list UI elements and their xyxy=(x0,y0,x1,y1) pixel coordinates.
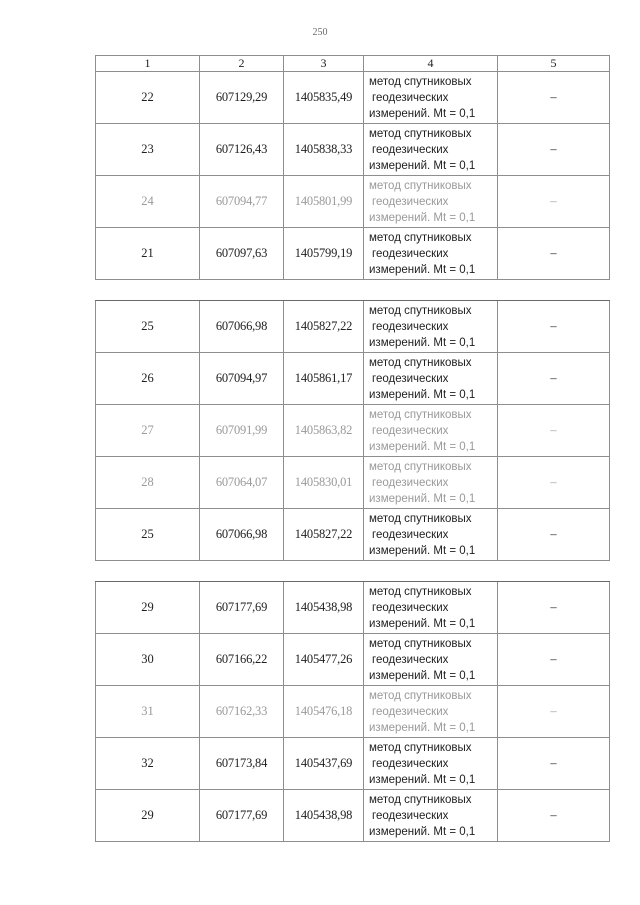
coordinate-x: 607097,63 xyxy=(200,228,284,280)
table-row xyxy=(96,457,610,509)
table-row xyxy=(96,353,610,405)
table-row xyxy=(96,405,610,457)
column-header-2: 2 xyxy=(200,56,284,72)
point-number: 31 xyxy=(96,686,200,738)
coordinate-y: 1405830,01 xyxy=(284,457,364,509)
method-line: метод спутниковых xyxy=(369,460,472,473)
method-line: геодезических xyxy=(372,476,449,489)
method-cell xyxy=(364,353,498,405)
method-line: метод спутниковых xyxy=(369,304,472,317)
coordinate-x: 607177,69 xyxy=(200,582,284,634)
section-separator xyxy=(96,561,610,582)
point-number: 30 xyxy=(96,634,200,686)
description-cell: – xyxy=(498,790,610,842)
description-cell: – xyxy=(498,228,610,280)
point-number: 21 xyxy=(96,228,200,280)
coordinate-y: 1405838,33 xyxy=(284,124,364,176)
coordinate-y: 1405827,22 xyxy=(284,509,364,561)
table-row xyxy=(96,176,610,228)
method-line: геодезических xyxy=(372,195,449,208)
coordinate-x: 607091,99 xyxy=(200,405,284,457)
description-cell: – xyxy=(498,353,610,405)
coordinate-x: 607064,07 xyxy=(200,457,284,509)
method-line: измерений. Mt = 0,1 xyxy=(369,388,476,401)
method-cell xyxy=(364,228,498,280)
method-line: измерений. Mt = 0,1 xyxy=(369,721,476,734)
point-number: 26 xyxy=(96,353,200,405)
coordinate-x: 607173,84 xyxy=(200,738,284,790)
point-number: 29 xyxy=(96,790,200,842)
table-row xyxy=(96,124,610,176)
method-line: метод спутниковых xyxy=(369,179,472,192)
method-line: измерений. Mt = 0,1 xyxy=(369,617,476,630)
method-cell xyxy=(364,176,498,228)
method-line: геодезических xyxy=(372,653,449,666)
method-line: метод спутниковых xyxy=(369,585,472,598)
description-cell: – xyxy=(498,405,610,457)
coordinate-x: 607166,22 xyxy=(200,634,284,686)
method-line: геодезических xyxy=(372,143,449,156)
coordinate-y: 1405835,49 xyxy=(284,72,364,124)
method-line: измерений. Mt = 0,1 xyxy=(369,107,476,120)
coordinate-y: 1405827,22 xyxy=(284,301,364,353)
point-number: 28 xyxy=(96,457,200,509)
method-line: геодезических xyxy=(372,705,449,718)
method-line: измерений. Mt = 0,1 xyxy=(369,544,476,557)
method-cell xyxy=(364,124,498,176)
description-cell: – xyxy=(498,738,610,790)
method-cell xyxy=(364,790,498,842)
point-number: 25 xyxy=(96,301,200,353)
method-cell xyxy=(364,405,498,457)
description-cell: – xyxy=(498,72,610,124)
coordinates-table xyxy=(95,55,610,842)
description-cell: – xyxy=(498,582,610,634)
method-line: геодезических xyxy=(372,809,449,822)
method-cell xyxy=(364,634,498,686)
method-line: измерений. Mt = 0,1 xyxy=(369,336,476,349)
method-line: геодезических xyxy=(372,91,449,104)
method-cell xyxy=(364,72,498,124)
description-cell: – xyxy=(498,634,610,686)
method-line: геодезических xyxy=(372,247,449,260)
method-line: геодезических xyxy=(372,424,449,437)
table-header-row xyxy=(96,56,610,72)
description-cell: – xyxy=(498,176,610,228)
point-number: 23 xyxy=(96,124,200,176)
point-number: 29 xyxy=(96,582,200,634)
coordinate-y: 1405437,69 xyxy=(284,738,364,790)
method-line: геодезических xyxy=(372,528,449,541)
coordinate-x: 607094,77 xyxy=(200,176,284,228)
coordinate-x: 607162,33 xyxy=(200,686,284,738)
method-line: метод спутниковых xyxy=(369,231,472,244)
method-cell xyxy=(364,738,498,790)
method-line: метод спутниковых xyxy=(369,637,472,650)
coordinate-y: 1405477,26 xyxy=(284,634,364,686)
method-line: измерений. Mt = 0,1 xyxy=(369,773,476,786)
table-row xyxy=(96,738,610,790)
method-line: геодезических xyxy=(372,601,449,614)
method-line: геодезических xyxy=(372,320,449,333)
coordinate-y: 1405438,98 xyxy=(284,582,364,634)
point-number: 22 xyxy=(96,72,200,124)
coordinate-x: 607129,29 xyxy=(200,72,284,124)
description-cell: – xyxy=(498,509,610,561)
method-cell xyxy=(364,457,498,509)
column-header-1: 1 xyxy=(96,56,200,72)
method-cell xyxy=(364,582,498,634)
table-row xyxy=(96,634,610,686)
method-line: метод спутниковых xyxy=(369,408,472,421)
method-line: метод спутниковых xyxy=(369,75,472,88)
description-cell: – xyxy=(498,686,610,738)
page-number: 250 xyxy=(312,27,328,38)
column-header-4: 4 xyxy=(364,56,498,72)
method-line: геодезических xyxy=(372,372,449,385)
method-line: измерений. Mt = 0,1 xyxy=(369,159,476,172)
point-number: 27 xyxy=(96,405,200,457)
table-row xyxy=(96,301,610,353)
coordinate-x: 607066,98 xyxy=(200,509,284,561)
method-line: метод спутниковых xyxy=(369,741,472,754)
coordinate-x: 607177,69 xyxy=(200,790,284,842)
description-cell: – xyxy=(498,457,610,509)
coordinate-y: 1405801,99 xyxy=(284,176,364,228)
method-line: метод спутниковых xyxy=(369,512,472,525)
coordinate-x: 607094,97 xyxy=(200,353,284,405)
coordinate-x: 607126,43 xyxy=(200,124,284,176)
method-cell xyxy=(364,301,498,353)
coordinate-y: 1405476,18 xyxy=(284,686,364,738)
column-header-3: 3 xyxy=(284,56,364,72)
table-row xyxy=(96,72,610,124)
method-cell xyxy=(364,686,498,738)
coordinate-x: 607066,98 xyxy=(200,301,284,353)
section-separator xyxy=(96,280,610,301)
coordinate-y: 1405863,82 xyxy=(284,405,364,457)
table-row xyxy=(96,582,610,634)
method-line: измерений. Mt = 0,1 xyxy=(369,263,476,276)
table-row xyxy=(96,686,610,738)
table-row xyxy=(96,228,610,280)
description-cell: – xyxy=(498,124,610,176)
point-number: 32 xyxy=(96,738,200,790)
column-header-5: 5 xyxy=(498,56,610,72)
description-cell: – xyxy=(498,301,610,353)
method-line: метод спутниковых xyxy=(369,356,472,369)
method-cell xyxy=(364,509,498,561)
point-number: 24 xyxy=(96,176,200,228)
coordinate-y: 1405861,17 xyxy=(284,353,364,405)
method-line: измерений. Mt = 0,1 xyxy=(369,825,476,838)
method-line: измерений. Mt = 0,1 xyxy=(369,669,476,682)
method-line: измерений. Mt = 0,1 xyxy=(369,211,476,224)
table-row xyxy=(96,509,610,561)
method-line: измерений. Mt = 0,1 xyxy=(369,492,476,505)
coordinate-y: 1405799,19 xyxy=(284,228,364,280)
method-line: геодезических xyxy=(372,757,449,770)
coordinate-y: 1405438,98 xyxy=(284,790,364,842)
point-number: 25 xyxy=(96,509,200,561)
table-row xyxy=(96,790,610,842)
method-line: метод спутниковых xyxy=(369,689,472,702)
method-line: метод спутниковых xyxy=(369,793,472,806)
method-line: измерений. Mt = 0,1 xyxy=(369,440,476,453)
method-line: метод спутниковых xyxy=(369,127,472,140)
